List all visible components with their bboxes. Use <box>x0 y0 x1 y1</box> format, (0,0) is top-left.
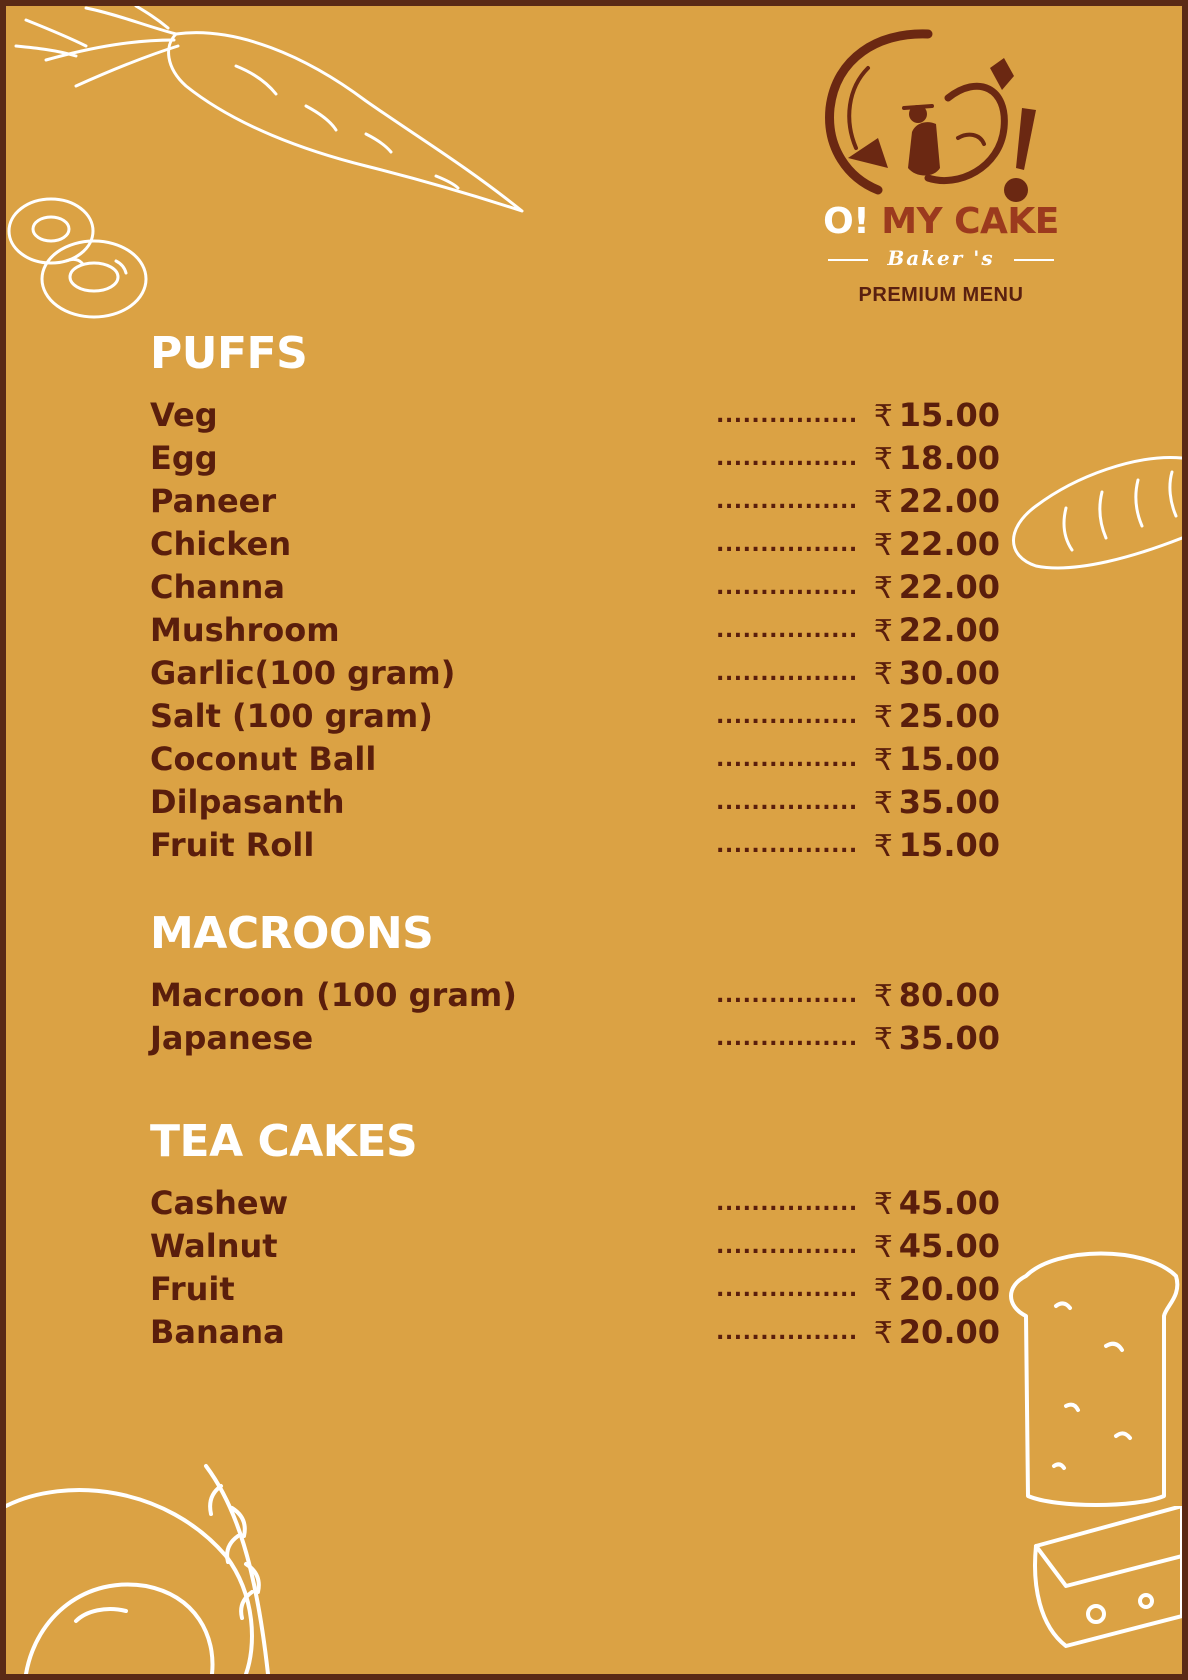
item-leader-dots: ................ <box>716 575 858 600</box>
item-name: Japanese <box>150 1019 314 1057</box>
menu-subtitle: PREMIUM MENU <box>858 284 1024 306</box>
currency-symbol: ₹ <box>873 743 893 778</box>
section-tea-cakes <box>150 1116 1000 1351</box>
item-price <box>874 1182 1000 1226</box>
item-name: Cashew <box>150 1184 289 1222</box>
price-value: 45.00 <box>898 1227 1000 1265</box>
menu-item <box>150 1017 1000 1060</box>
item-price <box>874 1268 1000 1312</box>
cheese-icon <box>1026 1506 1182 1674</box>
menu-item <box>150 480 1000 523</box>
menu-item <box>150 609 1000 652</box>
price-value: 25.00 <box>898 697 1000 735</box>
brand-name <box>796 201 1086 242</box>
brand-name-o: O! <box>823 201 870 242</box>
item-name: Mushroom <box>150 611 340 649</box>
item-name: Paneer <box>150 482 277 520</box>
item-leader-dots: ................ <box>716 1026 858 1051</box>
currency-symbol: ₹ <box>873 829 893 864</box>
currency-symbol: ₹ <box>873 571 893 606</box>
item-list <box>150 1182 1000 1354</box>
item-name: Channa <box>150 568 286 606</box>
currency-symbol: ₹ <box>873 399 893 434</box>
wheat-icon <box>6 1446 306 1674</box>
currency-symbol: ₹ <box>873 614 893 649</box>
price-value: 35.00 <box>898 783 1000 821</box>
price-value: 20.00 <box>898 1270 1000 1308</box>
item-name: Walnut <box>150 1227 278 1265</box>
menu-item <box>150 1268 1000 1311</box>
item-price <box>874 480 1000 524</box>
item-leader-dots: ................ <box>716 661 858 686</box>
currency-symbol: ₹ <box>873 485 893 520</box>
currency-symbol: ₹ <box>873 657 893 692</box>
price-value: 80.00 <box>898 976 1000 1014</box>
currency-symbol: ₹ <box>873 979 893 1014</box>
price-value: 15.00 <box>898 740 1000 778</box>
price-value: 35.00 <box>898 1019 1000 1057</box>
menu-item <box>150 824 1000 867</box>
price-value: 15.00 <box>898 396 1000 434</box>
item-leader-dots: ................ <box>716 403 858 428</box>
currency-symbol: ₹ <box>873 700 893 735</box>
donut-icon <box>6 191 156 331</box>
item-name: Egg <box>150 439 218 477</box>
item-leader-dots: ................ <box>716 790 858 815</box>
item-leader-dots: ................ <box>716 833 858 858</box>
menu-page <box>6 6 1182 1674</box>
currency-symbol: ₹ <box>873 1230 893 1265</box>
item-leader-dots: ................ <box>716 1234 858 1259</box>
menu-item <box>150 695 1000 738</box>
item-name: Coconut Ball <box>150 740 377 778</box>
item-leader-dots: ................ <box>716 983 858 1008</box>
item-name: Macroon (100 gram) <box>150 976 517 1014</box>
currency-symbol: ₹ <box>873 1187 893 1222</box>
baker-logo-icon <box>808 28 1048 213</box>
price-value: 20.00 <box>898 1313 1000 1351</box>
item-leader-dots: ................ <box>716 1277 858 1302</box>
section-macroons <box>150 908 1000 1057</box>
currency-symbol: ₹ <box>873 786 893 821</box>
item-leader-dots: ................ <box>716 747 858 772</box>
item-name: Fruit Roll <box>150 826 315 864</box>
menu-item <box>150 394 1000 437</box>
brand-name-rest: MY CAKE <box>881 201 1059 242</box>
item-price <box>874 609 1000 653</box>
menu-item <box>150 1311 1000 1354</box>
section-title: MACROONS <box>150 908 434 959</box>
bread-loaf-icon <box>1006 446 1182 596</box>
item-price <box>874 394 1000 438</box>
item-leader-dots: ................ <box>716 532 858 557</box>
menu-item <box>150 738 1000 781</box>
price-value: 22.00 <box>898 482 1000 520</box>
item-price <box>874 738 1000 782</box>
item-list <box>150 974 1000 1060</box>
section-title: TEA CAKES <box>150 1116 418 1167</box>
price-value: 45.00 <box>898 1184 1000 1222</box>
menu-item <box>150 1182 1000 1225</box>
item-name: Salt (100 gram) <box>150 697 433 735</box>
menu-item <box>150 1225 1000 1268</box>
item-leader-dots: ................ <box>716 618 858 643</box>
item-price <box>874 1017 1000 1061</box>
item-price <box>874 1225 1000 1269</box>
price-value: 22.00 <box>898 525 1000 563</box>
currency-symbol: ₹ <box>873 1273 893 1308</box>
menu-item <box>150 437 1000 480</box>
bread-slice-icon <box>996 1246 1182 1526</box>
currency-symbol: ₹ <box>873 1316 893 1351</box>
item-price <box>874 824 1000 868</box>
item-name: Garlic(100 gram) <box>150 654 456 692</box>
currency-symbol: ₹ <box>873 1022 893 1057</box>
item-name: Fruit <box>150 1270 235 1308</box>
section-puffs <box>150 328 1000 864</box>
item-leader-dots: ................ <box>716 446 858 471</box>
item-name: Chicken <box>150 525 292 563</box>
brand-logo <box>788 28 1088 318</box>
item-price <box>874 974 1000 1018</box>
price-value: 15.00 <box>898 826 1000 864</box>
item-price <box>874 781 1000 825</box>
price-value: 22.00 <box>898 611 1000 649</box>
item-list <box>150 394 1000 867</box>
price-value: 30.00 <box>898 654 1000 692</box>
menu-item <box>150 566 1000 609</box>
item-name: Banana <box>150 1313 285 1351</box>
brand-tagline: Baker 's <box>828 246 1054 270</box>
item-leader-dots: ................ <box>716 1191 858 1216</box>
item-price <box>874 695 1000 739</box>
item-name: Dilpasanth <box>150 783 345 821</box>
menu-item <box>150 523 1000 566</box>
item-price <box>874 437 1000 481</box>
item-price <box>874 566 1000 610</box>
menu-item <box>150 652 1000 695</box>
price-value: 22.00 <box>898 568 1000 606</box>
section-title: PUFFS <box>150 328 308 379</box>
item-price <box>874 652 1000 696</box>
item-price <box>874 1311 1000 1355</box>
item-leader-dots: ................ <box>716 489 858 514</box>
item-price <box>874 523 1000 567</box>
item-name: Veg <box>150 396 218 434</box>
currency-symbol: ₹ <box>873 442 893 477</box>
item-leader-dots: ................ <box>716 1320 858 1345</box>
currency-symbol: ₹ <box>873 528 893 563</box>
menu-item <box>150 974 1000 1017</box>
menu-item <box>150 781 1000 824</box>
item-leader-dots: ................ <box>716 704 858 729</box>
price-value: 18.00 <box>898 439 1000 477</box>
